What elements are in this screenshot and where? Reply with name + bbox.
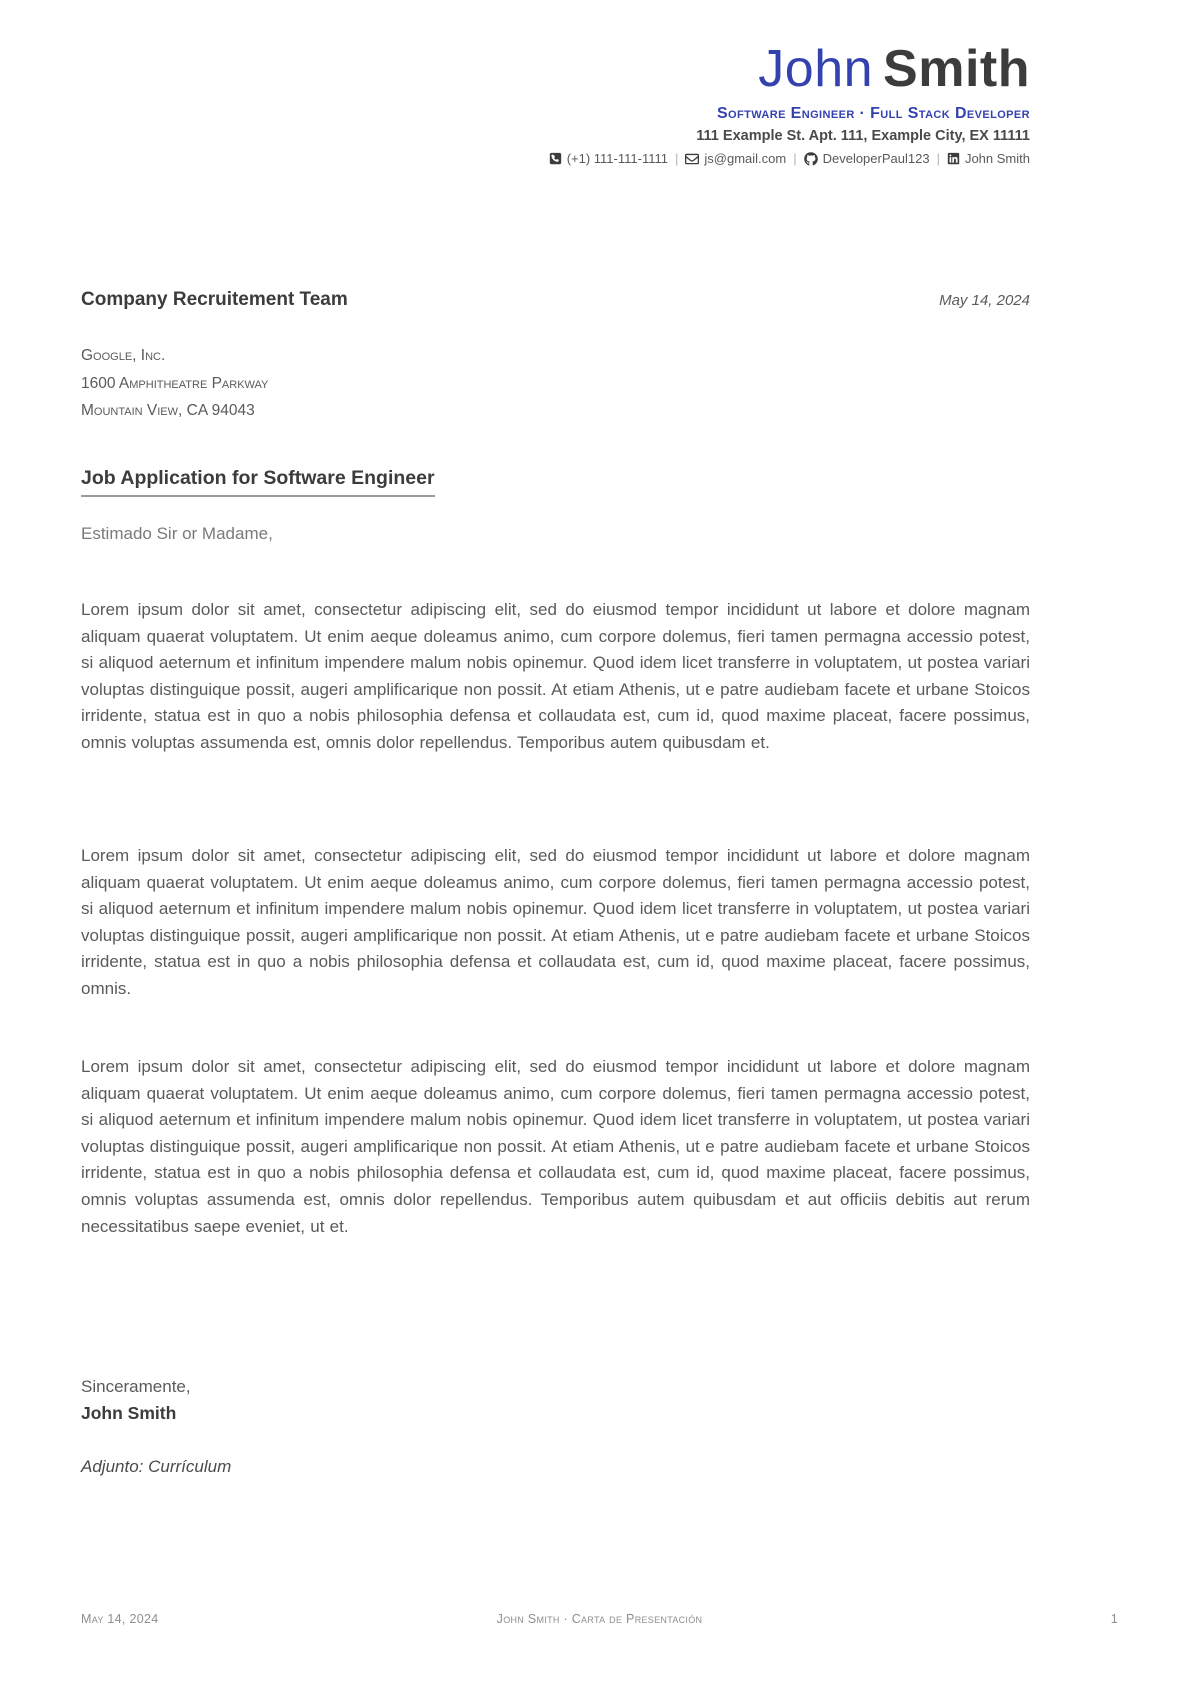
phone-contact[interactable]	[549, 151, 668, 166]
linkedin-contact[interactable]	[947, 151, 1030, 166]
letter-signature: John Smith	[81, 1403, 177, 1423]
email-contact[interactable]	[685, 151, 786, 166]
letter-paragraph-3: Lorem ipsum dolor sit amet, consectetur adipiscing elit, sed do eiusmod tempor incididunt ut labore et dolore magnam aliquam quaerat voluptatem. Ut enim aeque doleamus animo, cum corpore dolemus, fieri tamen permagna accessio potest, si aliquod aeternum et infinitum impendere malum nobis opinemur. Quod idem licet transferre in voluptatem, ut postea variari voluptas distinguique possit, augeri amplificarique non possit. At etiam Athenis, ut e patre audiebam facete et urbane Stoicos irridente, statua est in quo a nobis philosophia defensa et collaudata est, cum id, quod maxime placeat, facere possimus, omnis voluptas assumenda est, omnis dolor repellendus. Temporibus autem quibusdam et aut officiis debitis aut rerum necessitatibus saepe eveniet, ut et.	[81, 1057, 1030, 1236]
author-tagline: Software Engineer · Full Stack Developer	[716, 105, 1030, 122]
author-first-name: John	[758, 40, 874, 98]
email-icon	[685, 152, 699, 166]
recipient-row	[81, 289, 1030, 311]
letter-closing: Sinceramente,	[81, 1377, 191, 1396]
letter-subject: Job Application for Software Engineer	[81, 467, 435, 497]
github-contact[interactable]	[804, 151, 930, 166]
contact-separator: |	[936, 151, 940, 166]
letter-enclosure: Adjunto: Currículum	[81, 1457, 232, 1476]
footer-document-title: John Smith · Carta de Presentación	[496, 1612, 703, 1626]
author-last-name: Smith	[883, 40, 1030, 98]
recipient-address	[81, 342, 268, 425]
letter-greeting: Estimado Sir or Madame,	[81, 524, 273, 543]
recipient-title: Company Recruitement Team	[81, 289, 348, 310]
letter-date: May 14, 2024	[939, 292, 1030, 309]
phone-icon	[549, 152, 562, 165]
contact-separator: |	[793, 151, 797, 166]
github-handle: DeveloperPaul123	[822, 151, 930, 166]
footer-page-number: 1	[1110, 1612, 1118, 1626]
phone-number: (+1) 111-111-1111	[566, 151, 668, 166]
letter-paragraph-1: Lorem ipsum dolor sit amet, consectetur adipiscing elit, sed do eiusmod tempor incididunt ut labore et dolore magnam aliquam quaerat voluptatem. Ut enim aeque doleamus animo, cum corpore dolemus, fieri tamen permagna accessio potest, si aliquod aeternum et infinitum impendere malum nobis opinemur. Quod idem licet transferre in voluptatem, ut postea variari voluptas distinguique possit, augeri amplificarique non possit. At etiam Athenis, ut e patre audiebam facete et urbane Stoicos irridente, statua est in quo a nobis philosophia defensa et collaudata est, cum id, quod maxime placeat, facere possimus, omnis voluptas assumenda est, omnis dolor repellendus. Temporibus autem quibusdam et.	[81, 600, 1030, 752]
footer-date: May 14, 2024	[81, 1612, 159, 1626]
github-icon	[804, 152, 818, 166]
author-name	[549, 40, 1030, 98]
recipient-street: 1600 Amphitheatre Parkway	[81, 374, 269, 392]
linkedin-name: John Smith	[964, 151, 1030, 166]
recipient-company: Google, Inc.	[81, 347, 166, 364]
contact-separator: |	[674, 151, 679, 166]
letter-header	[549, 40, 1030, 166]
contact-row	[549, 151, 1030, 166]
letter-paragraph-2: Lorem ipsum dolor sit amet, consectetur adipiscing elit, sed do eiusmod tempor incididunt ut labore et dolore magnam aliquam quaerat voluptatem. Ut enim aeque doleamus animo, cum corpore dolemus, fieri tamen permagna accessio potest, si aliquod aeternum et infinitum impendere malum nobis opinemur. Quod idem licet transferre in voluptatem, ut postea variari voluptas distinguique possit, augeri amplificarique non possit. At etiam Athenis, ut e patre audiebam facete et urbane Stoicos irridente, statua est in quo a nobis philosophia defensa et collaudata est, cum id, quod maxime placeat, facere possimus, omnis.	[81, 846, 1030, 998]
email-address: js@gmail.com	[704, 151, 787, 166]
recipient-city: Mountain View, CA 94043	[81, 402, 255, 419]
author-address: 111 Example St. Apt. 111, Example City, EX 11111	[696, 128, 1030, 144]
linkedin-icon	[947, 152, 960, 165]
